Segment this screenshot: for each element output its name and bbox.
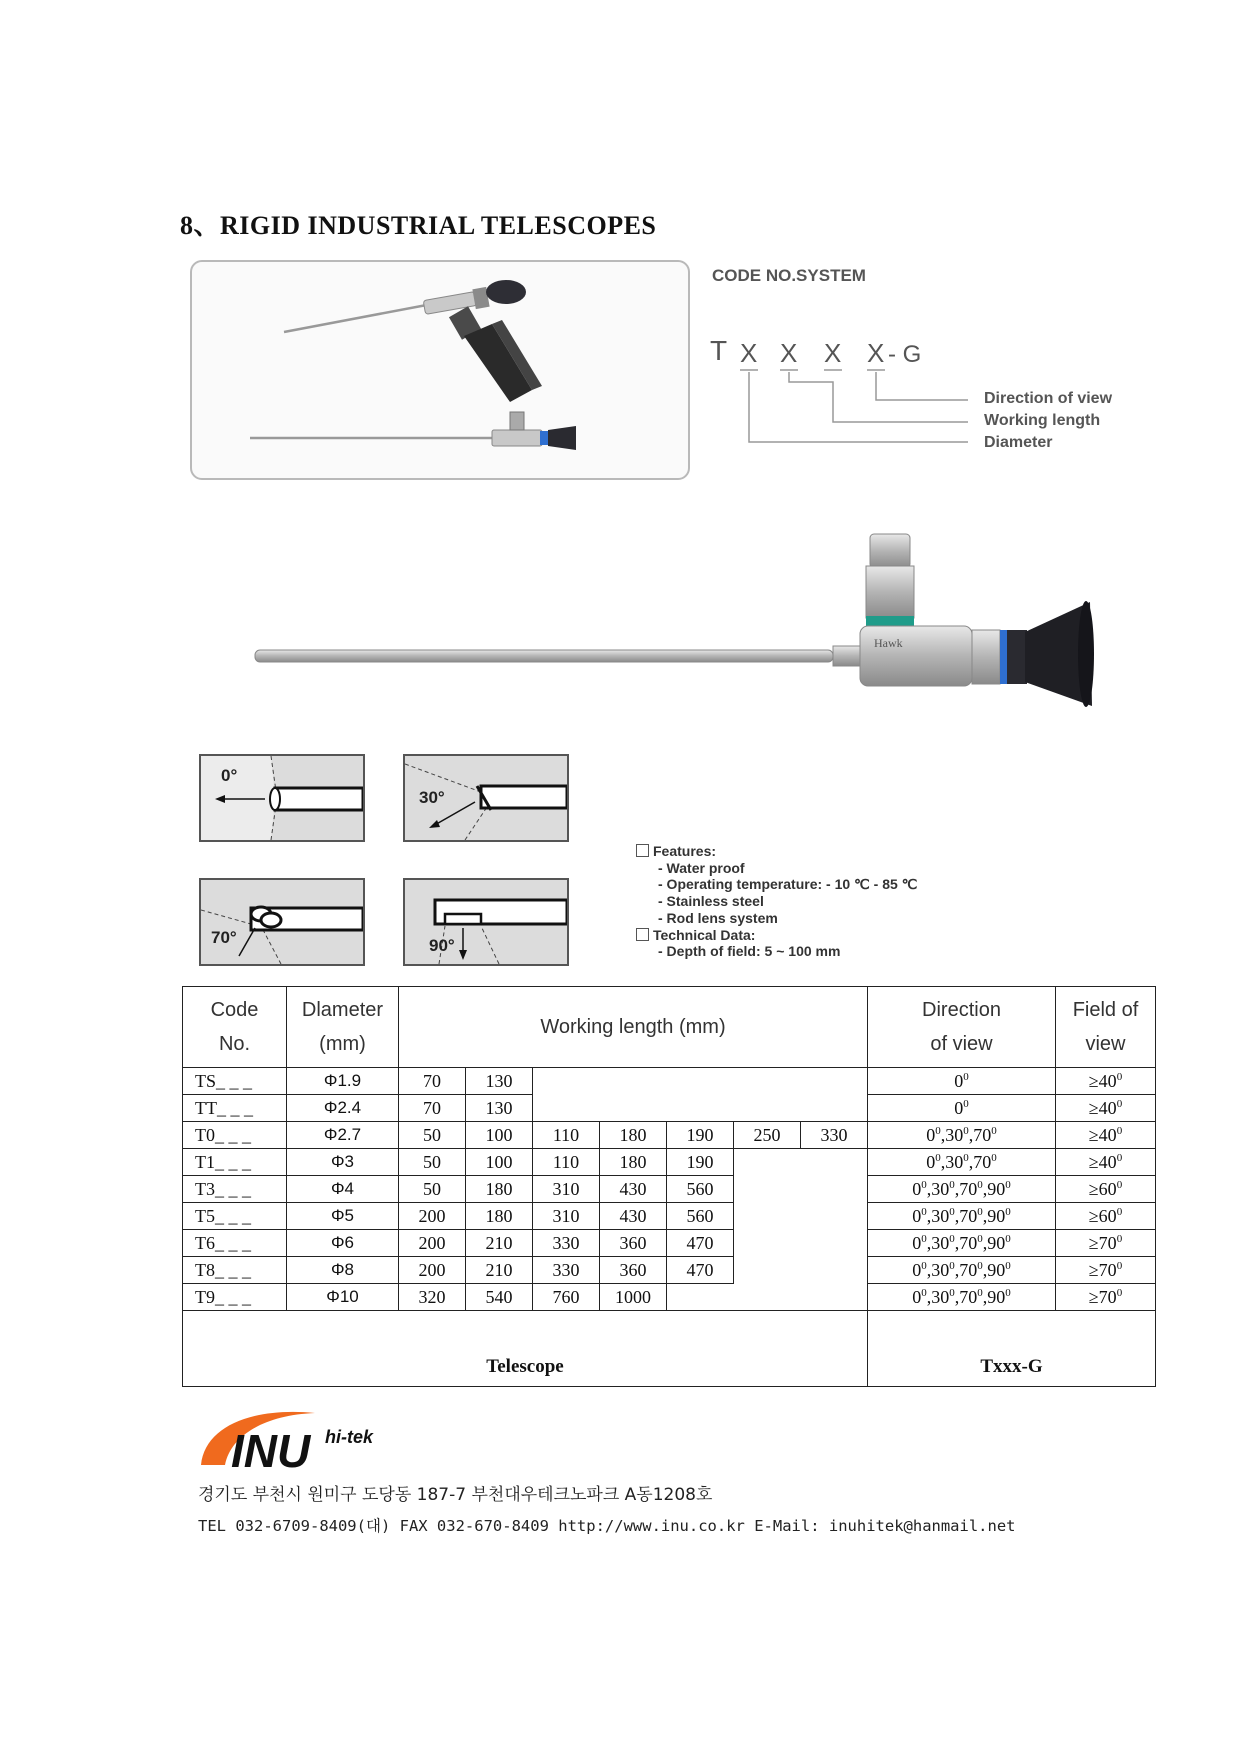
cell-field: $\ge 70^0$ bbox=[1056, 1284, 1156, 1311]
cell-direction: $0^0,30^0,70^0,90^0$ bbox=[868, 1203, 1056, 1230]
cell-code: T3_ _ _ bbox=[183, 1176, 287, 1203]
cell-working-length: 430 bbox=[600, 1203, 667, 1230]
cell-field: $\ge 40^0$ bbox=[1056, 1095, 1156, 1122]
cell-working-length: 180 bbox=[600, 1149, 667, 1176]
code-legend-working-length: Working length bbox=[984, 412, 1101, 429]
table-row bbox=[183, 1284, 1156, 1311]
spec-table bbox=[182, 986, 1156, 1387]
cell-working-length: 180 bbox=[600, 1122, 667, 1149]
cell-working-length: 760 bbox=[533, 1284, 600, 1311]
cell-empty bbox=[801, 1257, 868, 1284]
footer-telescope: Telescope bbox=[183, 1311, 868, 1387]
cell-working-length: 430 bbox=[600, 1176, 667, 1203]
cell-empty bbox=[801, 1230, 868, 1257]
header-diameter: Dlameter (mm) bbox=[287, 987, 399, 1068]
cell-working-length: 320 bbox=[399, 1284, 466, 1311]
cell-code: T1_ _ _ bbox=[183, 1149, 287, 1176]
header-direction: Direction of view bbox=[868, 987, 1056, 1068]
cell-code: TS_ _ _ bbox=[183, 1068, 287, 1095]
code-x3: X bbox=[824, 338, 842, 368]
product-brand: Hawk bbox=[874, 636, 903, 650]
cell-working-length: 190 bbox=[667, 1122, 734, 1149]
cell-empty bbox=[533, 1095, 600, 1122]
table-row bbox=[183, 1095, 1156, 1122]
code-suffix: - G bbox=[888, 341, 922, 368]
cell-diameter: Φ10 bbox=[287, 1284, 399, 1311]
cell-empty bbox=[600, 1095, 667, 1122]
telescope-illustration bbox=[250, 530, 1110, 710]
cell-working-length: 70 bbox=[399, 1068, 466, 1095]
view-angle-tile-90 bbox=[403, 878, 569, 966]
technical-data-heading: Technical Data: bbox=[653, 926, 756, 943]
cell-field: $\ge 40^0$ bbox=[1056, 1122, 1156, 1149]
cell-working-length: 250 bbox=[734, 1122, 801, 1149]
cell-working-length: 470 bbox=[667, 1230, 734, 1257]
cell-field: $\ge 60^0$ bbox=[1056, 1176, 1156, 1203]
cell-empty bbox=[801, 1095, 868, 1122]
cell-empty bbox=[667, 1284, 734, 1311]
technical-data-item: - Depth of field: 5 ~ 100 mm bbox=[658, 943, 841, 960]
cell-direction: $0^0,30^0,70^0,90^0$ bbox=[868, 1284, 1056, 1311]
cell-field: $\ge 40^0$ bbox=[1056, 1149, 1156, 1176]
inu-logo bbox=[195, 1405, 395, 1475]
cell-empty bbox=[667, 1095, 734, 1122]
cell-working-length: 200 bbox=[399, 1257, 466, 1284]
logo-suffix: hi-tek bbox=[325, 1427, 374, 1447]
table-footer-row bbox=[183, 1311, 1156, 1387]
cell-working-length: 330 bbox=[533, 1230, 600, 1257]
cell-direction: $0^0,30^0,70^0,90^0$ bbox=[868, 1176, 1056, 1203]
cell-diameter: Φ4 bbox=[287, 1176, 399, 1203]
cell-working-length: 180 bbox=[466, 1176, 533, 1203]
footer-code: Txxx-G bbox=[868, 1311, 1156, 1387]
cell-diameter: Φ5 bbox=[287, 1203, 399, 1230]
cell-working-length: 470 bbox=[667, 1257, 734, 1284]
cell-field: $\ge 70^0$ bbox=[1056, 1230, 1156, 1257]
cell-diameter: Φ1.9 bbox=[287, 1068, 399, 1095]
page-title: 8、RIGID INDUSTRIAL TELESCOPES bbox=[180, 211, 657, 240]
cell-working-length: 330 bbox=[801, 1122, 868, 1149]
code-t: T bbox=[710, 335, 728, 366]
cell-field: $\ge 40^0$ bbox=[1056, 1068, 1156, 1095]
cell-working-length: 50 bbox=[399, 1176, 466, 1203]
cell-working-length: 210 bbox=[466, 1230, 533, 1257]
cell-direction: $0^0$ bbox=[868, 1068, 1056, 1095]
code-leader-lines bbox=[740, 370, 968, 442]
cell-diameter: Φ2.7 bbox=[287, 1122, 399, 1149]
cell-direction: $0^0,30^0,70^0$ bbox=[868, 1149, 1056, 1176]
checkbox-icon bbox=[636, 844, 649, 857]
cell-field: $\ge 70^0$ bbox=[1056, 1257, 1156, 1284]
cell-diameter: Φ6 bbox=[287, 1230, 399, 1257]
feature-item: - Rod lens system bbox=[658, 909, 778, 926]
header-code: Code No. bbox=[183, 987, 287, 1068]
cell-working-length: 130 bbox=[466, 1068, 533, 1095]
product-photo bbox=[192, 262, 688, 478]
cell-working-length: 360 bbox=[600, 1257, 667, 1284]
cell-empty bbox=[667, 1068, 734, 1095]
cell-working-length: 1000 bbox=[600, 1284, 667, 1311]
cell-working-length: 560 bbox=[667, 1203, 734, 1230]
cell-empty bbox=[734, 1284, 801, 1311]
header-working-length: Working length (mm) bbox=[399, 987, 868, 1068]
cell-empty bbox=[801, 1068, 868, 1095]
code-x2: X bbox=[780, 338, 798, 368]
cell-working-length: 310 bbox=[533, 1203, 600, 1230]
table-row bbox=[183, 1149, 1156, 1176]
table-row bbox=[183, 1257, 1156, 1284]
cell-working-length: 100 bbox=[466, 1149, 533, 1176]
cell-working-length: 100 bbox=[466, 1122, 533, 1149]
cell-working-length: 310 bbox=[533, 1176, 600, 1203]
view-angle-tile-0 bbox=[199, 754, 365, 842]
header-field: Field of view bbox=[1056, 987, 1156, 1068]
cell-direction: $0^0,30^0,70^0,90^0$ bbox=[868, 1230, 1056, 1257]
cell-empty bbox=[734, 1230, 801, 1257]
cell-field: $\ge 60^0$ bbox=[1056, 1203, 1156, 1230]
cell-working-length: 130 bbox=[466, 1095, 533, 1122]
view-angle-label-90: 90° bbox=[429, 936, 455, 955]
cell-empty bbox=[734, 1095, 801, 1122]
view-angle-label-30: 30° bbox=[419, 788, 445, 807]
view-angle-label-70: 70° bbox=[211, 928, 237, 947]
table-row bbox=[183, 1068, 1156, 1095]
cell-empty bbox=[734, 1068, 801, 1095]
cell-direction: $0^0,30^0,70^0$ bbox=[868, 1122, 1056, 1149]
cell-empty bbox=[600, 1068, 667, 1095]
cell-empty bbox=[734, 1203, 801, 1230]
cell-empty bbox=[801, 1284, 868, 1311]
product-photo-box bbox=[190, 260, 690, 480]
code-x4: X bbox=[867, 338, 885, 368]
code-legend-direction: Direction of view bbox=[984, 390, 1113, 407]
cell-diameter: Φ8 bbox=[287, 1257, 399, 1284]
cell-working-length: 540 bbox=[466, 1284, 533, 1311]
feature-item: - Water proof bbox=[658, 859, 745, 876]
spec-table-body bbox=[183, 1068, 1156, 1311]
cell-working-length: 330 bbox=[533, 1257, 600, 1284]
cell-working-length: 50 bbox=[399, 1149, 466, 1176]
cell-direction: $0^0$ bbox=[868, 1095, 1056, 1122]
cell-working-length: 50 bbox=[399, 1122, 466, 1149]
cell-working-length: 70 bbox=[399, 1095, 466, 1122]
feature-item: - Operating temperature: - 10 ℃ - 85 ℃ bbox=[658, 876, 918, 893]
company-contact: TEL 032-6709-8409(대) FAX 032-670-8409 http://www.inu.co.kr E-Mail: inuhitek@hanmail.net bbox=[198, 1517, 1016, 1535]
cell-working-length: 200 bbox=[399, 1230, 466, 1257]
cell-working-length: 360 bbox=[600, 1230, 667, 1257]
cell-working-length: 560 bbox=[667, 1176, 734, 1203]
cell-empty bbox=[801, 1203, 868, 1230]
company-address: 경기도 부천시 원미구 도당동 187-7 부천대우테크노파크 A동1208호 bbox=[198, 1485, 713, 1505]
cell-empty bbox=[533, 1068, 600, 1095]
cell-working-length: 110 bbox=[533, 1122, 600, 1149]
code-x1: X bbox=[740, 338, 758, 368]
cell-empty bbox=[734, 1176, 801, 1203]
cell-working-length: 110 bbox=[533, 1149, 600, 1176]
view-angle-tile-30 bbox=[403, 754, 569, 842]
code-system-heading: CODE NO.SYSTEM bbox=[712, 266, 866, 285]
code-legend-diameter: Diameter bbox=[984, 434, 1053, 451]
view-angle-tile-70 bbox=[199, 878, 365, 966]
cell-working-length: 180 bbox=[466, 1203, 533, 1230]
table-row bbox=[183, 1122, 1156, 1149]
view-angle-label-0: 0° bbox=[221, 766, 238, 785]
cell-empty bbox=[801, 1149, 868, 1176]
table-row bbox=[183, 1203, 1156, 1230]
cell-working-length: 200 bbox=[399, 1203, 466, 1230]
cell-code: T8_ _ _ bbox=[183, 1257, 287, 1284]
table-header-row bbox=[183, 987, 1156, 1068]
cell-working-length: 190 bbox=[667, 1149, 734, 1176]
cell-code: T0_ _ _ bbox=[183, 1122, 287, 1149]
logo-text: INU bbox=[231, 1425, 311, 1475]
features-heading: Features: bbox=[653, 843, 717, 859]
table-row bbox=[183, 1230, 1156, 1257]
cell-diameter: Φ2.4 bbox=[287, 1095, 399, 1122]
cell-working-length: 210 bbox=[466, 1257, 533, 1284]
cell-code: T5_ _ _ bbox=[183, 1203, 287, 1230]
cell-direction: $0^0,30^0,70^0,90^0$ bbox=[868, 1257, 1056, 1284]
cell-diameter: Φ3 bbox=[287, 1149, 399, 1176]
cell-code: T6_ _ _ bbox=[183, 1230, 287, 1257]
feature-item: - Stainless steel bbox=[658, 893, 764, 910]
features-block bbox=[636, 843, 917, 960]
table-row bbox=[183, 1176, 1156, 1203]
cell-empty bbox=[734, 1149, 801, 1176]
cell-code: T9_ _ _ bbox=[183, 1284, 287, 1311]
cell-code: TT_ _ _ bbox=[183, 1095, 287, 1122]
cell-empty bbox=[734, 1257, 801, 1284]
cell-empty bbox=[801, 1176, 868, 1203]
checkbox-icon bbox=[636, 928, 649, 941]
